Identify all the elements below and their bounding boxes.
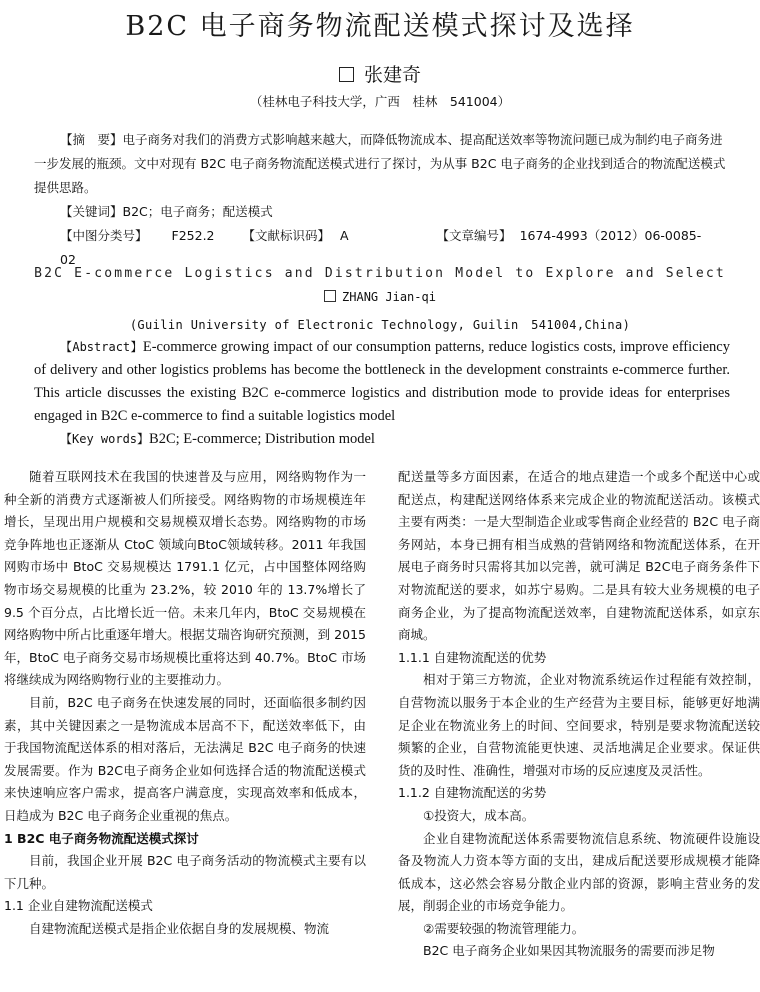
clc-value: F252.2 xyxy=(171,228,215,243)
english-abstract-text: E-commerce growing impact of our consumption patterns, reduce logistics costs, improve efficiency of delivery and other logistics problems has become the bottleneck in the development constraints e-commerce further. This article discusses the existing B2C e-commerce logistics and distribution mode to provide ideas for enterprises engaged in B2C e-commerce to find a suitable logistics model xyxy=(34,339,730,424)
subsection-heading: 1.1.2 自建物流配送的劣势 xyxy=(398,785,547,801)
classification-line xyxy=(34,224,760,272)
keywords-text: B2C；电子商务；配送模式 xyxy=(122,204,273,219)
keywords-cn xyxy=(34,200,760,224)
doc-group xyxy=(242,228,408,243)
keywords-label: 【关键词】 xyxy=(60,204,123,219)
clc-group xyxy=(60,228,215,243)
clc-label: 【中图分类号】 xyxy=(60,228,148,243)
list-item: ①投资大，成本高。 xyxy=(423,807,535,823)
abstract-label: 【摘 要】 xyxy=(60,132,123,147)
body-paragraph: 相对于第三方物流，企业对物流系统运作过程能有效控制，自营物流以服务于本企业的生产经营为主要目标，能够更好地满足企业在物流业务上的时间、空间要求，特别是要求物流配送较频繁的企业，自营物流能更快速、灵活地满足企业要求。保证供货的及时性、准确性，增强对市场的反应速度及灵活性。 xyxy=(398,672,760,778)
list-item: ②需要较强的物流管理能力。 xyxy=(423,920,585,936)
body-paragraph: B2C 电子商务企业如果因其物流服务的需要而涉足物 xyxy=(423,943,715,959)
paper-title: B2C 电子商务物流配送模式探讨及选择 xyxy=(125,11,635,42)
english-abstract-label: 【Abstract】 xyxy=(60,340,143,354)
body-column-left xyxy=(4,466,366,940)
body-paragraph: 目前，B2C 电子商务在快速发展的同时，还面临很多制约因素，其中关键因素之一是物流成本居高不下，配送效率低下，由于我国物流配送体系的相对落后，无法满足 B2C 电子商务的快速发展需要。作为 B2C电子商务企业如何选择合适的物流配送模式来快速响应客户需求，提高客户满意度，实现高效率和低成本，日趋成为 B2C 电子商务企业重视的焦点。 xyxy=(4,694,366,823)
doc-label: 【文献标识码】 xyxy=(242,228,330,243)
english-abstract xyxy=(34,336,730,428)
abstract-text: 电子商务对我们的消费方式影响越来越大，而降低物流成本、提高配送效率等物流问题已成为制约电子商务进一步发展的瓶颈。文中对现有 B2C 电子商务物流配送模式进行了探讨，为从事 B2C 电子商务的企业找到适合的物流配送模式提供思路。 xyxy=(34,132,726,195)
body-column-right xyxy=(398,466,760,963)
author-line xyxy=(0,60,760,87)
art-value: 1674-4993（2012）06-0085-02 xyxy=(60,228,702,267)
art-label: 【文章编号】 xyxy=(436,228,512,243)
english-keywords-label: 【Key words】 xyxy=(60,432,150,446)
author-name: 张建奇 xyxy=(363,64,421,86)
english-author-box-icon xyxy=(324,290,336,302)
body-paragraph: 随着互联网技术在我国的快速普及与应用，网络购物作为一种全新的消费方式逐渐被人们所接受。网络购物的市场规模连年增长，呈现出用户规模和交易规模双增长态势。网络购物的市场竞争阵地也正逐渐从 CtoC 领域向BtoC领域转移。2011 年我国网购市场中 BtoC 交易规模达 1791.1 亿元，占中国整体网络购物市场交易规模的比重为 23.2%，较 2010 年的 13.7%增长了 9.5 个百分点，占比增长近一倍。未来几年内，BtoC 交易规模在网络购物中所占比重逐年增大。根据艾瑞咨询研究预测，到 2015 年，BtoC 电子商务交易市场规模比重将达到 40.7%。BtoC 市场将继续成为网络购物行业的主要推动力。 xyxy=(4,469,366,688)
body-paragraph: 自建物流配送模式是指企业依据自身的发展规模、物流 xyxy=(29,920,330,936)
doc-value: A xyxy=(340,228,349,243)
english-affiliation: (Guilin University of Electronic Technology, Guilin 541004,China) xyxy=(129,318,631,332)
body-paragraph: 目前，我国企业开展 B2C 电子商务活动的物流模式主要有以下几种。 xyxy=(4,853,366,891)
abstract-cn xyxy=(34,128,734,200)
section-heading: 1 B2C 电子商务物流配送模式探讨 xyxy=(4,830,199,846)
affiliation: （桂林电子科技大学，广西 桂林 541004） xyxy=(249,94,511,109)
body-paragraph: 配送量等多方面因素，在适合的地点建造一个或多个配送中心或配送点，构建配送网络体系来完成企业的物流配送活动。该模式主要有两类：一是大型制造企业或零售商企业经营的 B2C 电子商务网站，本身已拥有相当成熟的营销网络和物流配送体系，在开展电子商务时只需将其加以完善，就可满足 B2C电子商务条件下对物流配送的要求，如苏宁易购。二是具有较大业务规模的电子商务企业，为了提高物流配送效率，自建物流配送体系，如京东商城。 xyxy=(398,469,760,643)
english-author-line xyxy=(0,290,760,304)
english-keywords xyxy=(60,428,730,451)
subsection-heading: 1.1 企业自建物流配送模式 xyxy=(4,898,153,914)
author-box-icon xyxy=(339,67,354,82)
english-title: B2C E-commerce Logistics and Distribution Model to Explore and Select xyxy=(34,266,726,281)
subsection-heading: 1.1.1 自建物流配送的优势 xyxy=(398,649,547,665)
body-paragraph: 企业自建物流配送体系需要物流信息系统、物流硬件设施设备及物流人力资本等方面的支出，建成后配送要形成规模才能降低成本，这必然会容易分散企业内部的资源，影响主营业务的发展，削弱企业的市场竞争能力。 xyxy=(398,830,760,914)
english-author: ZHANG Jian-qi xyxy=(342,290,436,304)
english-keywords-text: B2C; E-commerce; Distribution model xyxy=(149,431,375,447)
